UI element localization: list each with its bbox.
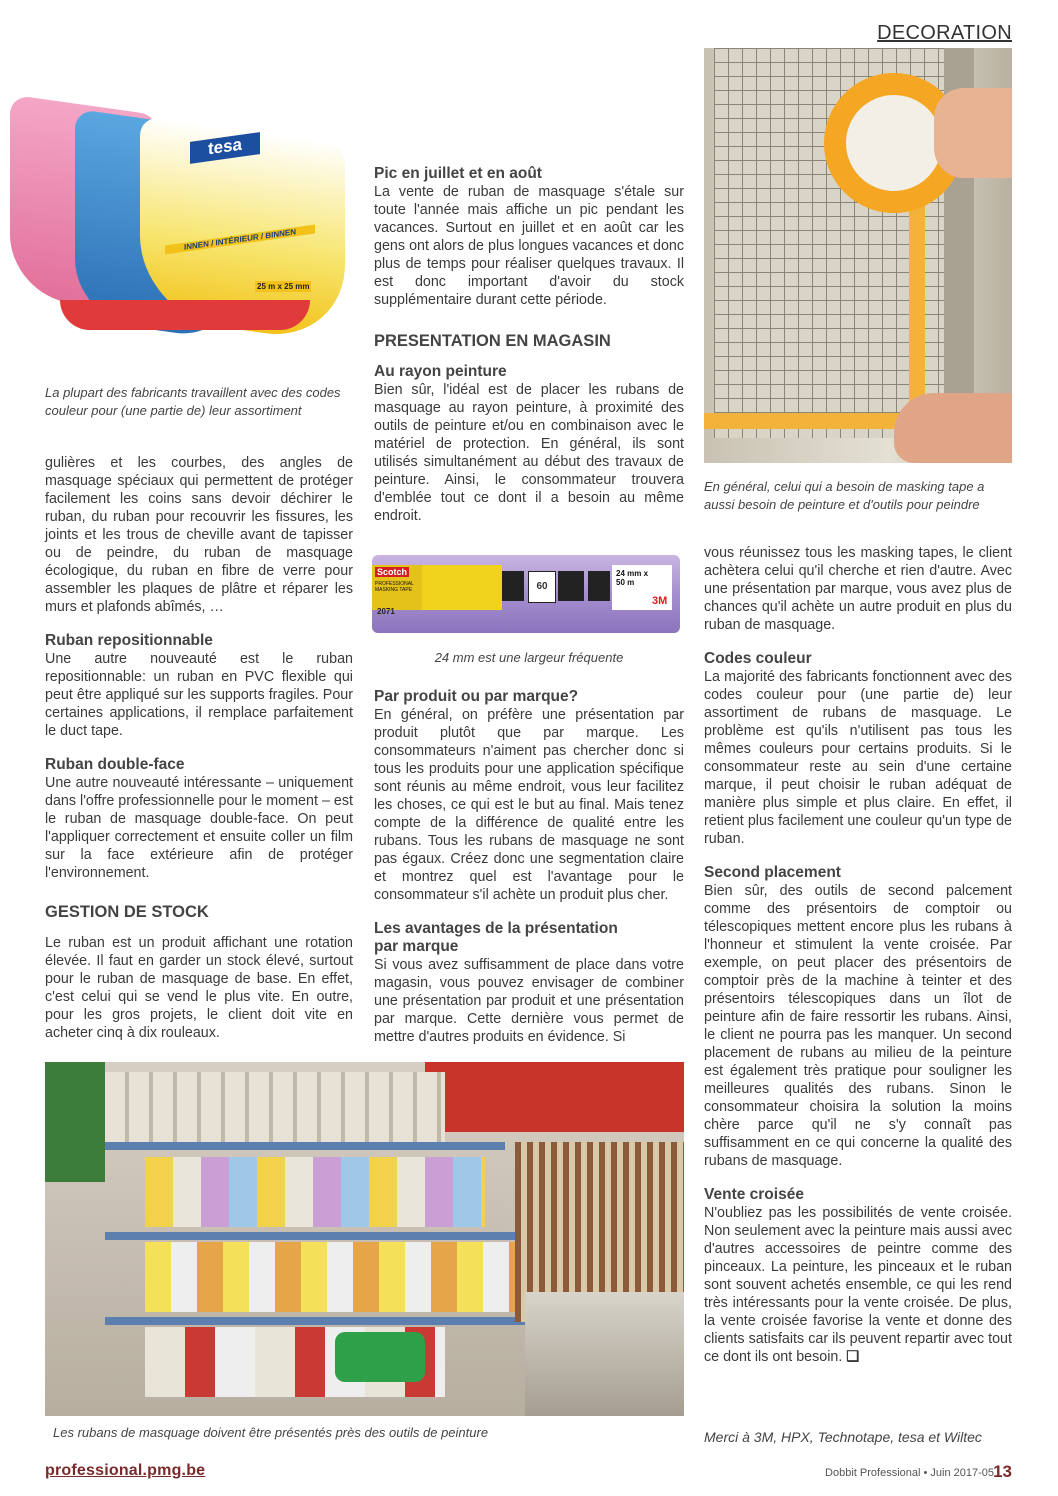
tesa-size-label: 25 m x 25 mm xyxy=(257,282,310,291)
middle-column-bottom xyxy=(374,688,684,1046)
section-title: DECORATION xyxy=(877,22,1012,44)
scotch-caption: 24 mm est une largeur fréquente xyxy=(434,650,624,665)
subheading: Par produit ou par marque? xyxy=(374,688,579,705)
paragraph: vous réunissez tous les masking tapes, le client achètera celui qu'il cherche et rien d'autre. Avec une présentation par marque, vous avez plus de chances qu'il achète un autre produit en plus du ruban de masquage. xyxy=(704,545,1012,633)
shop-shelves-photo xyxy=(45,1062,684,1416)
subheading: Ruban repositionnable xyxy=(45,632,213,649)
tesa-line-label: INNEN / INTÉRIEUR / BINNEN xyxy=(165,224,315,254)
scotch-days-badge: 60 xyxy=(528,571,556,603)
subheading: Second placement xyxy=(704,864,841,881)
right-column xyxy=(704,544,1012,1366)
paragraph: En général, on préfère une présentation par produit plutôt que par marque. Les consommateurs n'aiment pas chercher donc si tous les produits pour une application spécifique sont réunis au même endroit, vous leur facilitez les choses, ce qui est le but au final. Mais tenez compte de la différence de qualité entre les rubans. Tous les rubans de masquage ne sont pas égaux. Créez donc une segmentation claire et montrez quel est l'avantage pour le consommateur s'il achète un produit plus cher. xyxy=(374,707,684,903)
scotch-size: 24 mm x 50 m xyxy=(616,569,649,587)
subheading: Pic en juillet et en août xyxy=(374,165,542,182)
masking-caption: En général, celui qui a besoin de masking tape a aussi besoin de peinture et d'outils pour peindre xyxy=(704,479,985,512)
thanks-note: Merci à 3M, HPX, Technotape, tesa et Wiltec xyxy=(704,1429,982,1445)
paragraph: Bien sûr, l'idéal est de placer les rubans de masquage au rayon peinture, à proximité des outils de peinture et/ou en combinaison avec le matériel de protection. En général, ils sont utilisés simultanément au début des travaux de peinture. Ainsi, le consommateur trouvera d'emblée tout ce dont il a besoin au même endroit. xyxy=(374,382,684,524)
middle-column-top xyxy=(374,165,684,525)
paragraph: Le ruban est un produit affichant une rotation élevée. Il faut en garder un stock élevé, surtout pour le ruban de masquage de base. En effet, c'est celui qui se vend le plus vite. En outre, pour les gros projets, le client doit vite en acheter cinq à dix rouleaux. xyxy=(45,935,353,1041)
subheading: par marque xyxy=(374,938,459,955)
paragraph: N'oubliez pas les possibilités de vente croisée. Non seulement avec la peinture mais aussi avec d'autres accessoires de peintre comme des pinceaux. La peinture, les pinceaux et le ruban sont souvent achetés ensemble, ce qui les rend très intéressants pour la vente croisée. De plus, la vente croisée favorise la vente et donne des clients satisfaits car ils peuvent repartir avec tout ce dont ils ont besoin. xyxy=(704,1205,1012,1365)
paragraph: Une autre nouveauté est le ruban repositionnable: un ruban en PVC flexible qui peut être appliqué sur les supports fragiles. Pour certaines applications, il remplace parfaitement le duct tape. xyxy=(45,651,353,739)
paragraph: Bien sûr, des outils de second palcement comme des présentoirs de comptoir ou télescopiques mettent encore plus les rubans à l'honneur et stimulent la vente croisée. Par exemple, on peut placer des présentoirs de comptoir près de la machine à teinter et des présentoirs télescopiques dans un îlot de peinture afin de faire ressortir les rubans. Ainsi, le client ne pourra pas les manquer. Un second placement de rubans au milieu de la peinture est également très pratique pour souligner les meilleures qualités des rubans. Sinon le consommateur choisira la solution la moins chère parce qu'il ne s'y connaît pas suffisamment en ce qui concerne la qualité des rubans de masquage. xyxy=(704,883,1012,1169)
section-heading: PRESENTATION EN MAGASIN xyxy=(374,332,611,350)
paragraph: La vente de ruban de masquage s'étale sur toute l'année mais affiche un pic pendant les vacances. Surtout en juillet et en août car les gens ont alors de plus longues vacances et donc plus de temps pour réaliser quelques travaux. Il est donc important d'avoir du stock supplémentaire durant cette période. xyxy=(374,184,684,308)
masking-tape-window-photo xyxy=(704,48,1012,463)
subheading: Ruban double-face xyxy=(45,756,185,773)
tesa-tapes-photo xyxy=(0,95,355,345)
tesa-caption: La plupart des fabricants travaillent avec des codes couleur pour (une partie de) leur assortiment xyxy=(45,385,341,418)
section-heading: GESTION DE STOCK xyxy=(45,903,209,921)
scotch-product-label: PROFESSIONAL MASKING TAPE xyxy=(375,581,414,593)
paragraph: gulières et les courbes, des angles de masquage spéciaux qui permettent de protéger facilement les coins sans devoir déchirer le ruban, du ruban pour recouvrir les fissures, les joints et les trous de cheville avant de tapisser ou de peindre, du ruban de masquage écologique, du ruban en fibre de verre pour assembler les plaques de plâtre et réparer les murs et plafonds abîmés, … xyxy=(45,455,353,615)
subheading: Codes couleur xyxy=(704,650,812,667)
tesa-logo: tesa xyxy=(190,132,260,164)
end-mark: ❑ xyxy=(846,1349,860,1365)
paragraph: Une autre nouveauté intéressante – uniquement dans l'offre professionnelle pour le moment – est le ruban de masquage double-face. On peut l'appliquer correctement et ensuite coller un film sur la face extérieure afin de protéger l'environnement. xyxy=(45,775,353,881)
subheading: Au rayon peinture xyxy=(374,363,507,380)
scotch-logo: Scotch xyxy=(377,567,408,577)
scotch-tape-photo xyxy=(372,555,680,633)
shelves-caption: Les rubans de masquage doivent être présentés près des outils de peinture xyxy=(53,1425,489,1440)
paragraph: La majorité des fabricants fonctionnent avec des codes couleur pour (une partie de) leur assortiment de rubans de masquage. Le problème est qu'ils n'utilisent pas tous les mêmes couleurs pour certains produits. Si le consommateur reste au sein d'une certaine marque, il peut choisir le ruban adéquat de manière plus simple et plus claire. En effet, il retient plus facilement une couleur qu'un type de ruban. xyxy=(704,669,1012,847)
subheading: Vente croisée xyxy=(704,1186,804,1203)
paragraph: Si vous avez suffisamment de place dans votre magasin, vous pouvez envisager de combiner une présentation par produit et une présentation par marque. Cette dernière vous permet de mettre d'autres produits en évidence. Si xyxy=(374,957,684,1045)
website-link[interactable]: professional.pmg.be xyxy=(45,1462,206,1479)
3m-logo: 3M xyxy=(652,595,668,607)
left-column xyxy=(45,454,353,1042)
scotch-code: 2071 xyxy=(377,607,395,616)
publication-info: Dobbit Professional • Juin 2017-05 xyxy=(825,1467,994,1479)
subheading: Les avantages de la présentation xyxy=(374,920,618,937)
page-number: 13 xyxy=(993,1462,1012,1481)
